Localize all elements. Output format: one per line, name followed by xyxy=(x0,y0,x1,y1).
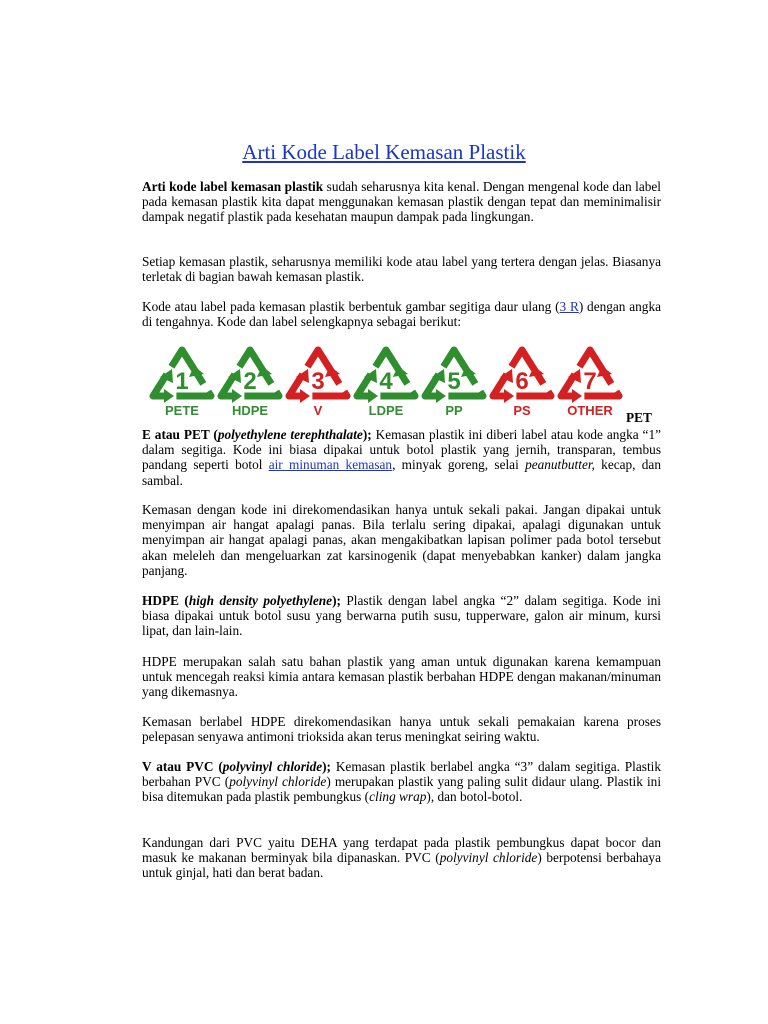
pet-heading-start: PET xyxy=(626,410,652,425)
pvc-italic-2: cling wrap xyxy=(369,789,427,805)
recycle-arrowhead xyxy=(300,389,310,403)
pvc-risk-text: Kandungan dari PVC yaitu DEHA yang terdapat pada plastik pembungkus dapat bocor dan masuk ke makanan berminyak bila dipanaskan. PVC ( xyxy=(142,835,661,866)
recycle-code-label: HDPE xyxy=(231,403,269,418)
recycle-code-label: PP xyxy=(445,403,463,418)
hdpe-text: Plastik dengan label angka “2” dalam segitiga. Kode ini biasa dipakai untuk botol susu yang berwarna putih susu, tupperware, galon air minum, kursi lipat, dan lain-lain. xyxy=(142,593,661,639)
pet-text-2: , minyak goreng, selai xyxy=(392,457,526,473)
pvc-text-3: ), dan botol-botol. xyxy=(426,789,523,805)
recycle-code-label: PETE xyxy=(165,403,199,418)
recycle-code-7-icon xyxy=(561,350,619,418)
pvc-risk-text-2: ) berpotensi berbahaya untuk ginjal, hati dan berat badan. xyxy=(142,850,661,881)
intro-text: sudah seharusnya kita kenal. Dengan mengenal kode dan label pada kemasan plastik kita dapat menggunakan kemasan plastik dengan tepat dan meminimalisir dampak negatif plastik pada kesehatan maupun dampak pada lingkungan. xyxy=(142,179,661,225)
recycle-code-number: 1 xyxy=(175,368,189,395)
recycle-code-number: 6 xyxy=(515,368,529,395)
pvc-italic-1: polyvinyl chloride xyxy=(229,774,327,790)
recycle-code-label: V xyxy=(313,403,323,418)
pet-text: Kemasan plastik ini diberi label atau kode angka “1” dalam segitiga. Kode ini biasa dipakai untuk botol plastik yang jernih, transparan, tembus pandang seperti botol xyxy=(142,427,661,473)
recycle-code-label: PS xyxy=(513,403,531,418)
paragraph-hdpe xyxy=(142,593,661,639)
recycle-arrowhead xyxy=(572,389,582,403)
recycle-arrowhead xyxy=(504,389,514,403)
recycle-code-6-icon xyxy=(493,350,551,418)
pvc-heading: V atau PVC (polyvinyl chloride); xyxy=(142,759,331,774)
pet-italic: peanutbutter, xyxy=(525,457,595,473)
recycle-arrowhead xyxy=(232,389,242,403)
link-air-minuman-kemasan[interactable]: air minuman kemasan xyxy=(268,457,393,473)
pvc-text-2: ) merupakan plastik yang paling sulit didaur ulang. Plastik ini bisa ditemukan pada plastik pembungkus ( xyxy=(142,774,662,805)
code-shape-text-after: ) dengan angka di tengahnya. Kode dan label selengkapnya sebagai berikut: xyxy=(142,299,661,330)
code-shape-text-before: Kode atau label pada kemasan plastik berbentuk gambar segitiga daur ulang ( xyxy=(142,299,560,314)
pvc-text: Kemasan plastik berlabel angka “3” dalam segitiga. Plastik berbahan PVC ( xyxy=(142,759,661,790)
paragraph-pvc xyxy=(142,759,661,805)
pet-text-3: kecap, dan sambal. xyxy=(142,457,661,488)
recycle-code-number: 5 xyxy=(447,368,461,395)
recycling-codes-image xyxy=(148,344,628,420)
link-3r[interactable]: 3 R xyxy=(559,299,579,314)
pet-heading: E atau PET (polyethylene terephthalate); xyxy=(142,427,372,442)
intro-lead: Arti kode label kemasan plastik xyxy=(142,179,324,194)
recycle-arrowhead xyxy=(436,389,446,403)
paragraph-pvc-risk xyxy=(142,835,661,881)
paragraph-pet-usage: Kemasan dengan kode ini direkomendasikan hanya untuk sekali pakai. Jangan dipakai untuk menyimpan air hangat apalagi panas. Bila terlalu sering dipakai, apalagi digunakan untuk menyimpan air hangat apalagi panas, akan mengakibatkan lapisan polimer pada botol tersebut akan meleleh dan mengeluarkan zat karsinogenik (dapat menyebabkan kanker) dalam jangka panjang. xyxy=(142,502,661,578)
recycle-code-2-icon xyxy=(221,350,279,418)
recycle-code-1-icon xyxy=(153,350,211,418)
paragraph-hdpe-safety: HDPE merupakan salah satu bahan plastik yang aman untuk digunakan karena kemampuan untuk mencegah reaksi kimia antara kemasan plastik berbahan HDPE dengan makanan/minuman yang dikemasnya. xyxy=(142,654,661,700)
page-title[interactable]: Arti Kode Label Kemasan Plastik xyxy=(242,140,526,164)
recycle-code-number: 7 xyxy=(583,368,597,395)
paragraph-intro xyxy=(142,179,661,225)
recycle-code-number: 4 xyxy=(379,368,393,395)
paragraph-code-shape xyxy=(142,299,661,329)
recycle-code-3-icon xyxy=(289,350,347,418)
recycle-code-4-icon xyxy=(357,350,415,418)
pvc-risk-italic: polyvinyl chloride xyxy=(439,850,538,866)
recycle-arrowhead xyxy=(164,389,174,403)
recycle-code-number: 2 xyxy=(243,368,257,395)
recycle-code-number: 3 xyxy=(311,368,325,395)
hdpe-heading: HDPE (high density polyethylene); xyxy=(142,593,341,608)
recycle-arrowhead xyxy=(368,389,378,403)
paragraph-pet xyxy=(142,427,661,488)
recycle-code-label: OTHER xyxy=(567,403,613,418)
paragraph-label-location: Setiap kemasan plastik, seharusnya memiliki kode atau label yang tertera dengan jelas. Biasanya terletak di bagian bawah kemasan plastik. xyxy=(142,254,661,285)
recycle-code-label: LDPE xyxy=(368,403,404,418)
paragraph-hdpe-recommendation: Kemasan berlabel HDPE direkomendasikan hanya untuk sekali pemakaian karena proses pelepasan senyawa antimoni trioksida akan terus meningkat seiring waktu. xyxy=(142,714,661,745)
recycle-code-5-icon xyxy=(425,350,483,418)
